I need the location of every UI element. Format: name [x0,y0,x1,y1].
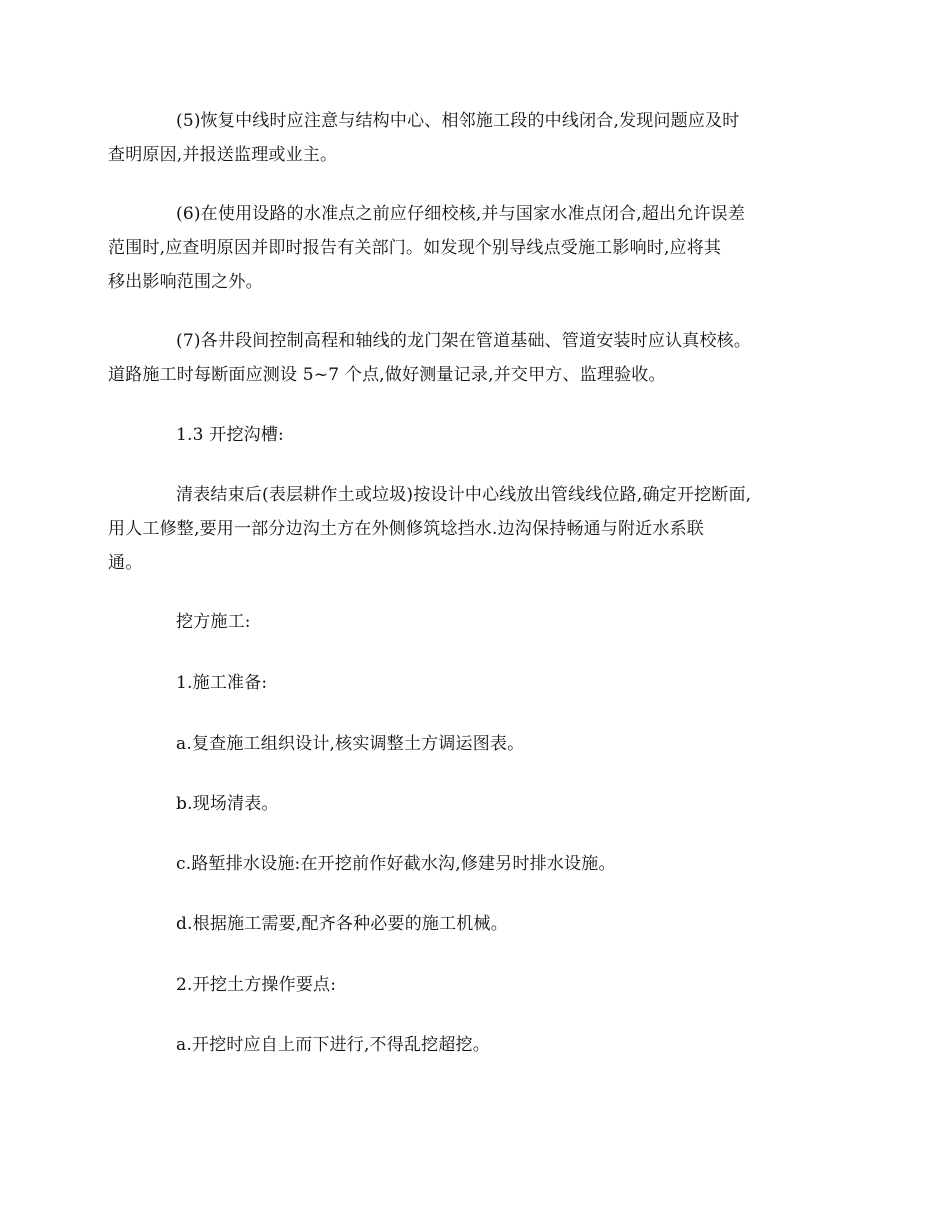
paragraph-line: (6)在使用设路的水准点之前应仔细校核,并与国家水准点闭合,超出允许误差 [176,204,746,224]
heading-preparation [142,666,810,700]
heading-excavation [142,605,810,639]
list-item-c1 [142,847,810,881]
paragraph-line: 移出影响范围之外。 [108,272,263,292]
list-item-a2 [142,1028,810,1062]
paragraph-line: 清表结束后(表层耕作土或垃圾)按设计中心线放出管线线位路,确定开挖断面, [176,485,752,505]
section-heading-text: 1.3 开挖沟槽: [176,425,284,445]
paragraph-item-7 [108,324,810,392]
paragraph-item-5 [108,104,810,172]
paragraph-line: 用人工修整,要用一部分边沟土方在外侧修筑埝挡水.边沟保持畅通与附近水系联 [108,519,705,539]
paragraph-item-6 [108,197,810,299]
heading-text: 挖方施工: [176,612,251,632]
section-heading-1-3 [142,418,810,452]
paragraph-clearing [108,478,810,580]
list-item-text: d.根据施工需要,配齐各种必要的施工机械。 [176,914,508,934]
list-item-b1 [142,787,810,821]
heading-text: 2.开挖土方操作要点: [176,975,337,995]
paragraph-line: 道路施工时每断面应测设 5~7 个点,做好测量记录,并交甲方、监理验收。 [108,365,666,385]
list-item-text: c.路堑排水设施:在开挖前作好截水沟,修建另时排水设施。 [176,854,616,874]
heading-text: 1.施工准备: [176,673,268,693]
list-item-text: a.复查施工组织设计,核实调整土方调运图表。 [176,734,525,754]
list-item-a1 [142,727,810,761]
heading-operations [142,968,810,1002]
paragraph-line: (5)恢复中线时应注意与结构中心、相邻施工段的中线闭合,发现问题应及时 [176,111,740,131]
paragraph-line: 范围时,应查明原因并即时报告有关部门。如发现个别导线点受施工影响时,应将其 [108,238,722,258]
list-item-d1 [142,907,810,941]
paragraph-line: 通。 [108,553,143,573]
paragraph-line: 查明原因,并报送监理或业主。 [108,145,338,165]
list-item-text: b.现场清表。 [176,794,279,814]
paragraph-line: (7)各井段间控制高程和轴线的龙门架在管道基础、管道安装时应认真校核。 [176,331,752,351]
list-item-text: a.开挖时应自上而下进行,不得乱挖超挖。 [176,1035,490,1055]
